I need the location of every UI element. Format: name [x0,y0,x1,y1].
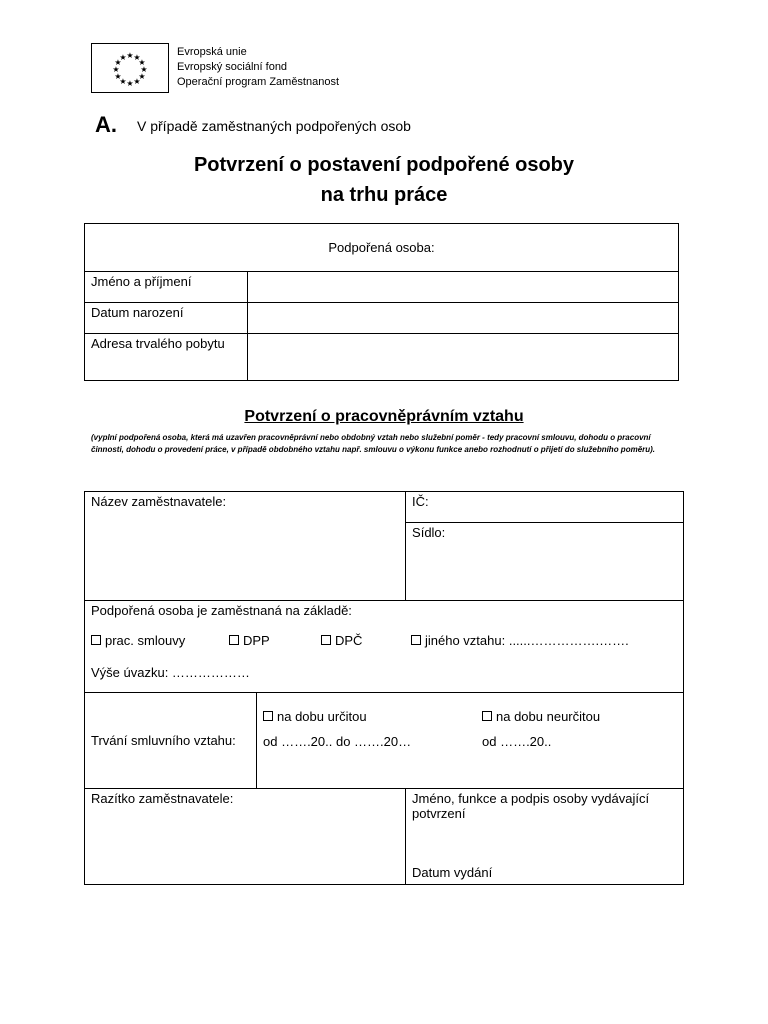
option-jineho-vztahu[interactable] [411,633,629,648]
basis-options [91,633,677,653]
option-dpc[interactable] [321,633,362,648]
title-line-2: na trhu práce [320,184,448,206]
option-label: jiného vztahu: ......…………….……. [425,633,629,648]
checkbox-icon[interactable] [229,635,239,645]
eu-stars-icon [92,44,168,92]
checkbox-icon[interactable] [321,635,331,645]
ic-label: IČ: [412,494,429,509]
svg-text:★: ★ [138,72,146,81]
svg-text:★: ★ [114,58,122,67]
option-dpp[interactable] [229,633,270,648]
svg-text:★: ★ [114,72,122,81]
svg-text:★: ★ [133,53,141,62]
seat-label: Sídlo: [412,525,446,540]
employment-subtitle: Potvrzení o pracovněprávním vztahu [244,408,524,425]
logo-line-1: Evropská unie [177,46,247,58]
eu-flag-icon [91,43,169,93]
signature-label: Jméno, funkce a podpis osoby vydávající potvrzení [412,791,650,821]
option-label: na dobu určitou [277,709,367,724]
section-text: V případě zaměstnaných podpořených osob [137,118,411,134]
fixed-term-dates[interactable]: od …….20.. do …….20… [263,734,412,749]
svg-text:★: ★ [133,77,141,86]
checkbox-icon[interactable] [482,711,492,721]
employment-note: (vyplní podpořená osoba, která má uzavřen pracovněprávní nebo obdobný vztah nebo služební poměr - tedy pracovní smlouvu, dohodu o pracovní činnosti, dohodu o provedení práce, v případě obdobného vztahu např. smlouvu o výkonu funkce anebo rozhodnutí o přijetí do služebního poměru). [91,433,656,454]
indefinite-dates[interactable]: od …….20.. [482,734,552,749]
duration-cell [257,693,684,789]
svg-text:★: ★ [138,58,146,67]
person-table [84,223,679,381]
duration-label: Trvání smluvního vztahu: [85,693,257,789]
employment-table [84,491,684,885]
option-indefinite[interactable] [482,709,600,724]
svg-text:★: ★ [126,79,134,88]
birthdate-label: Datum narození [85,303,248,334]
name-label: Jméno a příjmení [85,272,248,303]
option-label: prac. smlouvy [105,633,186,648]
signature-cell[interactable] [406,789,684,885]
ic-cell[interactable] [406,492,684,523]
stamp-label: Razítko zaměstnavatele: [91,791,234,806]
workload-label[interactable]: Výše úvazku: ……………… [91,665,250,680]
employer-name-cell[interactable] [85,492,406,601]
logo-line-2: Evropský sociální fond [177,61,288,73]
stamp-cell[interactable] [85,789,406,885]
section-letter: A. [95,112,117,137]
svg-text:★: ★ [140,65,148,74]
title-line-1: Potvrzení o postavení podpořené osoby [193,154,575,176]
eu-logo [91,43,359,93]
svg-text:★: ★ [112,65,120,74]
logo-text [177,45,339,90]
checkbox-icon[interactable] [411,635,421,645]
option-fixed-term[interactable] [263,709,367,724]
issue-date-label: Datum vydání [412,865,493,880]
address-field[interactable] [248,334,679,381]
duration-dates [263,734,677,754]
option-prac-smlouvy[interactable] [91,633,185,648]
employer-name-label: Název zaměstnavatele: [91,494,227,509]
option-label: na dobu neurčitou [496,709,601,724]
name-field[interactable] [248,272,679,303]
svg-text:★: ★ [119,53,127,62]
person-table-header: Podpořená osoba: [85,224,679,272]
checkbox-icon[interactable] [91,635,101,645]
logo-line-3: Operační program Zaměstnanost [177,76,340,88]
option-label: DPP [243,633,270,648]
basis-cell [85,601,684,693]
birthdate-field[interactable] [248,303,679,334]
basis-label: Podpořená osoba je zaměstnaná na základě: [91,603,352,618]
duration-options [263,709,677,729]
seat-cell[interactable] [406,523,684,601]
svg-text:★: ★ [126,51,134,60]
address-label: Adresa trvalého pobytu [85,334,248,381]
option-label: DPČ [335,633,363,648]
checkbox-icon[interactable] [263,711,273,721]
svg-text:★: ★ [119,77,127,86]
page-title [84,150,684,210]
